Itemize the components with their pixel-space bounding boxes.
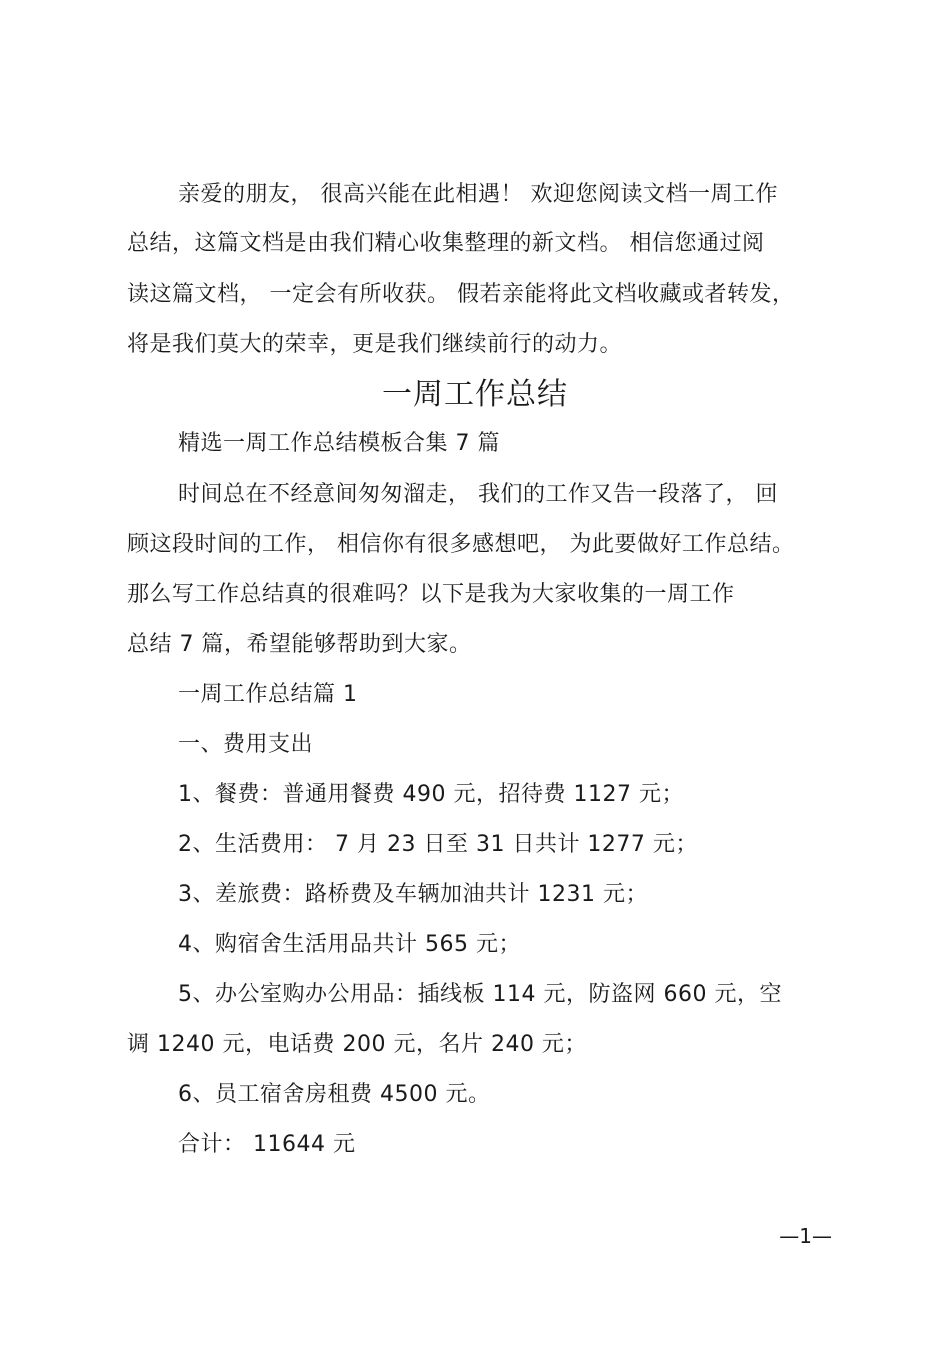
expense-item-continued: 调 1240 元，电话费 200 元，名片 240 元； — [127, 1032, 587, 1057]
expense-item: 5、办公室购办公用品：插线板 114 元，防盗网 660 元，空 — [178, 982, 782, 1007]
expense-item: 1、餐费：普通用餐费 490 元，招待费 1127 元； — [178, 782, 684, 807]
intro-line-3: 读这篇文档， 一定会有所收获。 假若亲能将此文档收藏或者转发， — [127, 282, 795, 307]
section-heading: 一周工作总结篇 1 — [178, 682, 358, 707]
subtitle: 精选一周工作总结模板合集 7 篇 — [178, 431, 500, 456]
total-line: 合计： 11644 元 — [178, 1132, 356, 1157]
expense-heading: 一、费用支出 — [178, 732, 314, 757]
intro-line-2: 总结，这篇文档是由我们精心收集整理的新文档。 相信您通过阅 — [127, 231, 765, 256]
body-line-3: 那么写工作总结真的很难吗？以下是我为大家收集的一周工作 — [127, 582, 735, 607]
intro-line-4: 将是我们莫大的荣幸，更是我们继续前行的动力。 — [127, 332, 623, 357]
body-line-4: 总结 7 篇，希望能够帮助到大家。 — [127, 632, 472, 657]
expense-item: 4、购宿舍生活用品共计 565 元； — [178, 932, 521, 957]
expense-item: 2、生活费用： 7 月 23 日至 31 日共计 1277 元； — [178, 832, 698, 857]
body-line-1: 时间总在不经意间匆匆溜走， 我们的工作又告一段落了， 回 — [178, 482, 778, 507]
expense-item: 3、差旅费：路桥费及车辆加油共计 1231 元； — [178, 882, 648, 907]
expense-item: 6、员工宿舍房租费 4500 元。 — [178, 1082, 491, 1107]
body-line-2: 顾这段时间的工作， 相信你有很多感想吧， 为此要做好工作总结。 — [127, 532, 795, 557]
page-number: —1— — [779, 1224, 832, 1248]
intro-line-1: 亲爱的朋友， 很高兴能在此相遇！ 欢迎您阅读文档一周工作 — [178, 182, 778, 207]
document-title: 一周工作总结 — [382, 377, 568, 412]
